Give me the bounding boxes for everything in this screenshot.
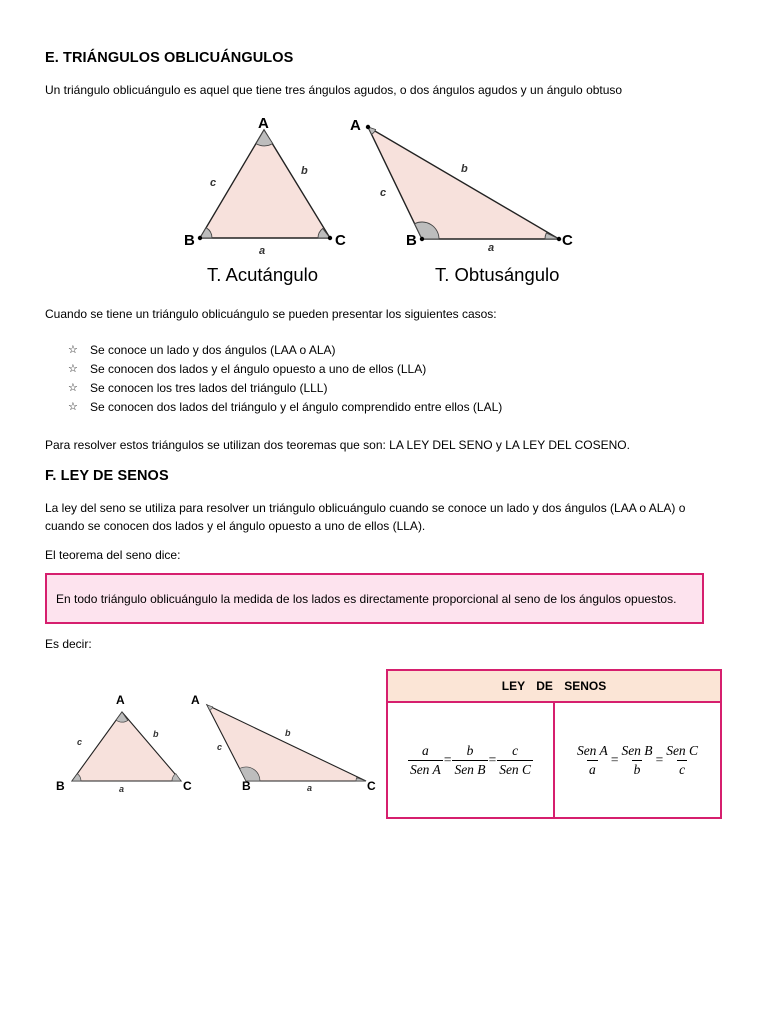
- star-outline-icon: ☆: [68, 401, 78, 413]
- small-obtuse-vertex-a: A: [191, 693, 200, 707]
- star-outline-icon: ☆: [68, 363, 78, 375]
- acute-side-a-label: a: [259, 245, 266, 257]
- section-f-title: F. LEY DE SENOS: [45, 468, 169, 484]
- law-of-sines-table: [386, 669, 722, 819]
- small-obtuse-side-c: c: [217, 742, 223, 752]
- caption-obtuse: T. Obtusángulo: [435, 264, 560, 285]
- theorem-box: [45, 573, 704, 624]
- acute-vertex-a-label: A: [258, 115, 269, 132]
- obtuse-side-c-label: c: [380, 187, 387, 199]
- section-f-para2: El teorema del seno dice:: [45, 548, 181, 562]
- star-outline-icon: ☆: [68, 344, 78, 356]
- section-e-title: E. TRIÁNGULOS OBLICUÁNGULOS: [45, 50, 294, 66]
- acute-vertex-b-label: B: [184, 232, 195, 249]
- obtuse-vertex-b-label: B: [406, 232, 417, 249]
- small-acute-vertex-c: C: [183, 779, 192, 793]
- fraction: $\frac{b}{\text{Sen B}}$: [454, 742, 486, 777]
- cases-list: [68, 341, 502, 417]
- formula-sides-over-sines: $\frac{a}{\text{Sen A}}$ = $\frac{b}{\text{Sen B}}$ = $\frac{c}{\text{Sen C}}$: [387, 702, 554, 818]
- fraction: $\frac{\text{Sen A}}{a}$: [576, 742, 608, 777]
- obtuse-triangle: [350, 117, 573, 254]
- section-f-para1: La ley del seno se utiliza para resolver un triángulo oblicuángulo cuando se conoce un lado y dos ángulos (LAA o ALA) o cuando se conocen dos lados y el ángulo opuesto a uno de ellos (LLA).: [45, 501, 686, 533]
- theorem-text: En todo triángulo oblicuángulo la medida de los lados es directamente proporcional al seno de los ángulos opuestos.: [56, 591, 677, 606]
- list-item: ☆ Se conoce un lado y dos ángulos (LAA o ALA): [68, 341, 502, 360]
- obtuse-side-a-label: a: [488, 242, 495, 254]
- small-acute-triangle: [56, 693, 192, 794]
- fraction: $\frac{a}{\text{Sen A}}$: [409, 742, 441, 777]
- section-e-intro: Un triángulo oblicuángulo es aquel que tiene tres ángulos agudos, o dos ángulos agudos y un ángulo obtuso: [45, 83, 623, 97]
- es-decir-label: Es decir:: [45, 637, 92, 651]
- small-acute-side-b: b: [153, 729, 159, 739]
- small-obtuse-vertex-b: B: [242, 779, 251, 793]
- small-obtuse-side-b: b: [285, 728, 291, 738]
- law-table-header: LEY DE SENOS: [387, 670, 721, 702]
- obtuse-vertex-c-label: C: [562, 232, 573, 249]
- small-acute-vertex-a: A: [116, 693, 125, 707]
- small-obtuse-vertex-c: C: [367, 779, 376, 793]
- list-item: ☆ Se conocen los tres lados del triángulo (LLL): [68, 379, 502, 398]
- acute-vertex-c-label: C: [335, 232, 346, 249]
- acute-side-b-label: b: [301, 165, 308, 177]
- fraction: $\frac{c}{\text{Sen C}}$: [499, 742, 532, 777]
- fraction: $\frac{\text{Sen C}}{c}$: [666, 742, 699, 777]
- cases-intro: Cuando se tiene un triángulo oblicuángulo se pueden presentar los siguientes casos:: [45, 307, 497, 321]
- obtuse-side-b-label: b: [461, 163, 468, 175]
- obtuse-vertex-a-label: A: [350, 117, 361, 134]
- list-item: ☆ Se conocen dos lados y el ángulo opuesto a uno de ellos (LLA): [68, 360, 502, 379]
- acute-side-c-label: c: [210, 177, 217, 189]
- small-triangles-figure: [50, 688, 385, 800]
- fraction: $\frac{\text{Sen B}}{b}$: [621, 742, 653, 777]
- cases-conclusion: Para resolver estos triángulos se utilizan dos teoremas que son: LA LEY DEL SENO y LA LEY DEL COSENO.: [45, 438, 630, 452]
- acute-triangle: [184, 115, 346, 257]
- formula-sines-over-sides: $\frac{\text{Sen A}}{a}$ = $\frac{\text{Sen B}}{b}$ = $\frac{\text{Sen C}}{c}$: [554, 702, 721, 818]
- small-obtuse-side-a: a: [307, 783, 313, 793]
- small-acute-vertex-b: B: [56, 779, 65, 793]
- caption-acute: T. Acutángulo: [207, 264, 319, 285]
- list-item: ☆ Se conocen dos lados del triángulo y el ángulo comprendido entre ellos (LAL): [68, 398, 502, 417]
- small-acute-side-c: c: [77, 737, 83, 747]
- small-obtuse-triangle: [191, 693, 376, 793]
- star-outline-icon: ☆: [68, 382, 78, 394]
- small-acute-side-a: a: [119, 784, 125, 794]
